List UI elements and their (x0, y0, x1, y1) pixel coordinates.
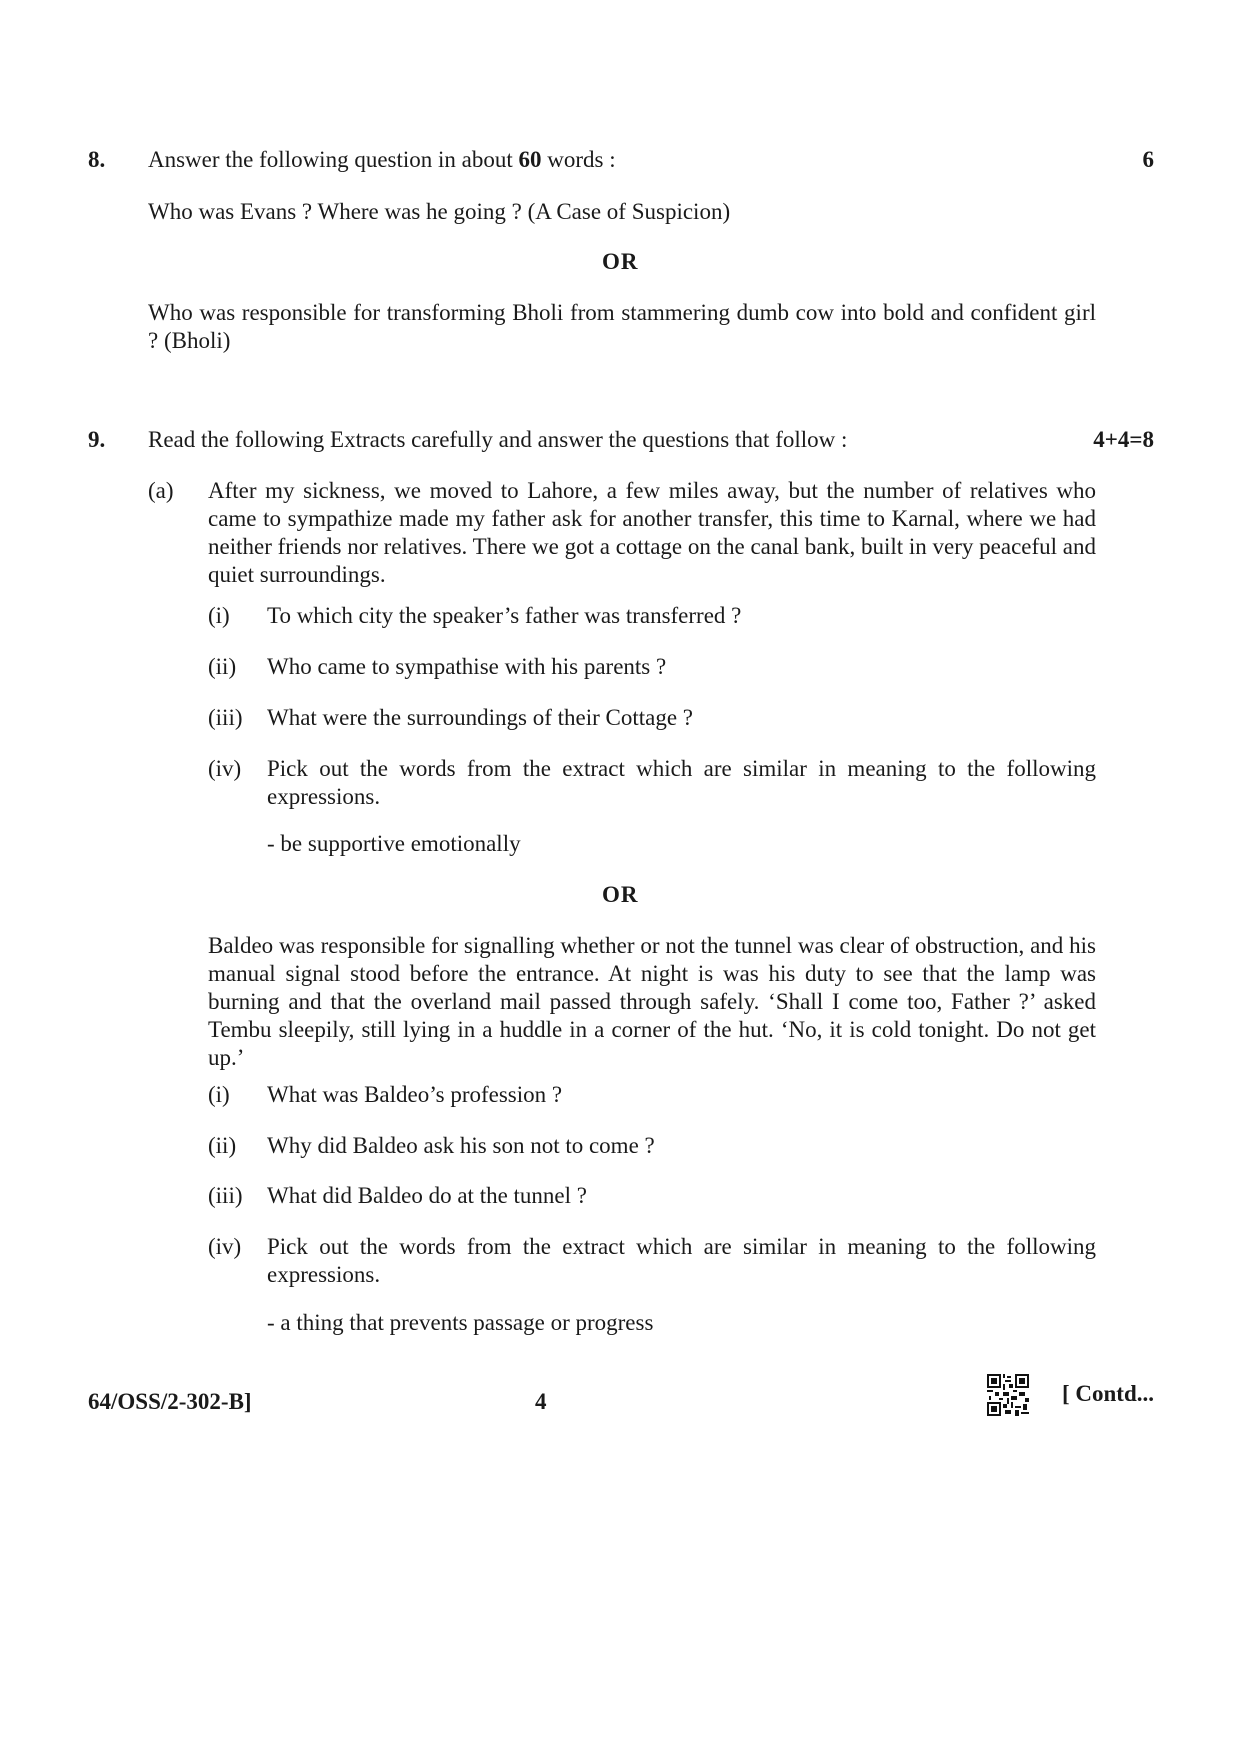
q8-instruction-post: words : (541, 147, 616, 172)
set2-ii-text: Why did Baldeo ask his son not to come ? (267, 1133, 655, 1158)
q9-extract-2: Baldeo was responsible for signalling whether or not the tunnel was clear of obstruction, and his manual signal stood before the entrance. At night is was his duty to see that the lamp was burning and that the overland mail passed through safely. ‘Shall I come too, Father ?’ asked Tembu sleepily, still lying in a huddle in a corner of the hut. ‘No, it is cold tonight. Do not get up.’ (208, 933, 1096, 1070)
set1-ii-label: (ii) (208, 654, 237, 679)
set1-iii-text: What were the surroundings of their Cottage ? (267, 705, 694, 730)
q8-instruction (148, 146, 616, 174)
footer-paper-code: 64/OSS/2-302-B] (88, 1389, 252, 1414)
qr-code-icon (987, 1374, 1029, 1416)
q9-part-label: (a) (148, 478, 174, 503)
q9-extract-1: After my sickness, we moved to Lahore, a few miles away, but the number of relatives who came to sympathize made my father ask for another transfer, this time to Karnal, where we had neither friends nor relatives. There we got a cottage on the canal bank, built in very peaceful and quiet surroundings. (208, 478, 1096, 587)
q8-or-label: OR (602, 249, 639, 274)
set2-i-label: (i) (208, 1082, 230, 1107)
q9-instruction: Read the following Extracts carefully and answer the questions that follow : (148, 427, 848, 452)
q8-number: 8. (88, 147, 106, 172)
set2-ii-label: (ii) (208, 1133, 237, 1158)
q8-question-a: Who was Evans ? Where was he going ? (A Case of Suspicion) (148, 199, 731, 224)
q9-number: 9. (88, 427, 106, 452)
q8-word-count: 60 (518, 147, 542, 172)
q8-instruction-pre: Answer the following question in about (148, 147, 519, 172)
set2-i-text: What was Baldeo’s profession ? (267, 1082, 563, 1107)
set2-hint: - a thing that prevents passage or progress (267, 1310, 654, 1335)
set2-iii-text: What did Baldeo do at the tunnel ? (267, 1183, 587, 1208)
q8-marks: 6 (1142, 147, 1154, 172)
set2-iii-label: (iii) (208, 1183, 243, 1208)
footer-page-number: 4 (535, 1389, 547, 1414)
set1-hint: - be supportive emotionally (267, 831, 521, 856)
set1-i-text: To which city the speaker’s father was transferred ? (267, 603, 742, 628)
set1-iii-label: (iii) (208, 705, 243, 730)
footer-contd: [ Contd... (1061, 1381, 1154, 1406)
q8-question-b: Who was responsible for transforming Bholi from stammering dumb cow into bold and confident girl ? (Bholi) (148, 300, 1096, 353)
q9-or-label: OR (602, 882, 639, 907)
set2-iv-text: Pick out the words from the extract which are similar in meaning to the following expressions. (267, 1234, 1096, 1287)
set1-iv-label: (iv) (208, 756, 242, 781)
set1-i-label: (i) (208, 603, 230, 628)
set1-iv-text: Pick out the words from the extract which are similar in meaning to the following expressions. (267, 756, 1096, 809)
q9-marks: 4+4=8 (1093, 427, 1154, 452)
set2-iv-label: (iv) (208, 1234, 242, 1259)
set1-ii-text: Who came to sympathise with his parents ? (267, 654, 667, 679)
